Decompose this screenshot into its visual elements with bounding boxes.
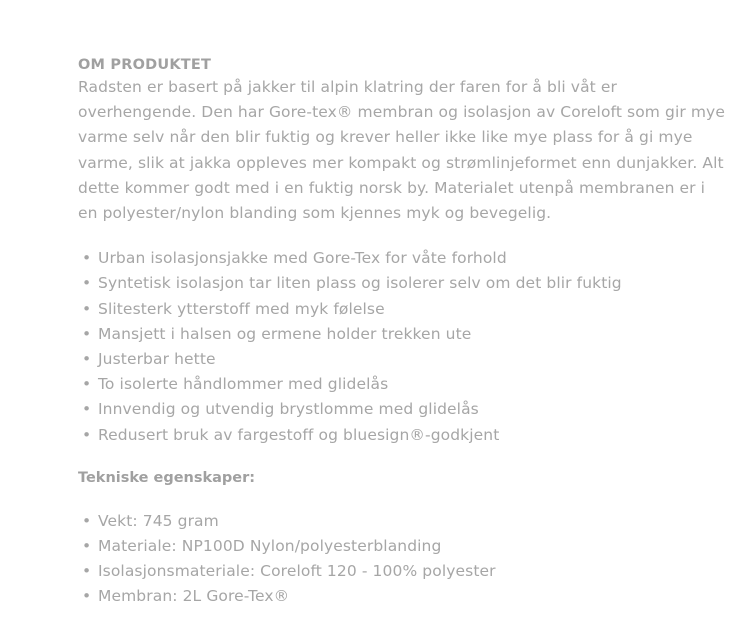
feature-list <box>78 246 728 448</box>
list-item: • Mansjett i halsen og ermene holder trekken ute <box>78 322 728 347</box>
list-item: • Urban isolasjonsjakke med Gore-Tex for våte forhold <box>78 246 728 271</box>
list-item: • Slitesterk ytterstoff med myk følelse <box>78 297 728 322</box>
list-item: • Justerbar hette <box>78 347 728 372</box>
list-item: • Redusert bruk av fargestoff og bluesign®-godkjent <box>78 423 728 448</box>
list-item: • Innvendig og utvendig brystlomme med glidelås <box>78 397 728 422</box>
technical-heading: Tekniske egenskaper: <box>78 469 256 486</box>
product-description: Radsten er basert på jakker til alpin klatring der faren for å bli våt er overhengende. Den har Gore-tex® membran og isolasjon av Coreloft som gir mye varme selv når den blir fuktig og krever heller ikke like mye plass for å gi mye varme, slik at jakka oppleves mer kompakt og strømlinjeformet enn dunjakker. Alt dette kommer godt med i en fuktig norsk by. Materialet utenpå membranen er i en polyester/nylon blanding som kjennes myk og bevegelig. <box>78 78 725 223</box>
list-item: • Materiale: NP100D Nylon/polyesterblanding <box>78 534 728 559</box>
list-item: • Membran: 2L Gore-Tex® <box>78 584 728 609</box>
list-item: • Vekt: 745 gram <box>78 509 728 534</box>
about-heading: OM PRODUKTET <box>78 57 212 73</box>
list-item: • Syntetisk isolasjon tar liten plass og isolerer selv om det blir fuktig <box>78 271 728 296</box>
list-item: • To isolerte håndlommer med glidelås <box>78 372 728 397</box>
list-item: • Isolasjonsmateriale: Coreloft 120 - 100% polyester <box>78 559 728 584</box>
spec-list <box>78 509 728 610</box>
product-info <box>78 55 728 610</box>
